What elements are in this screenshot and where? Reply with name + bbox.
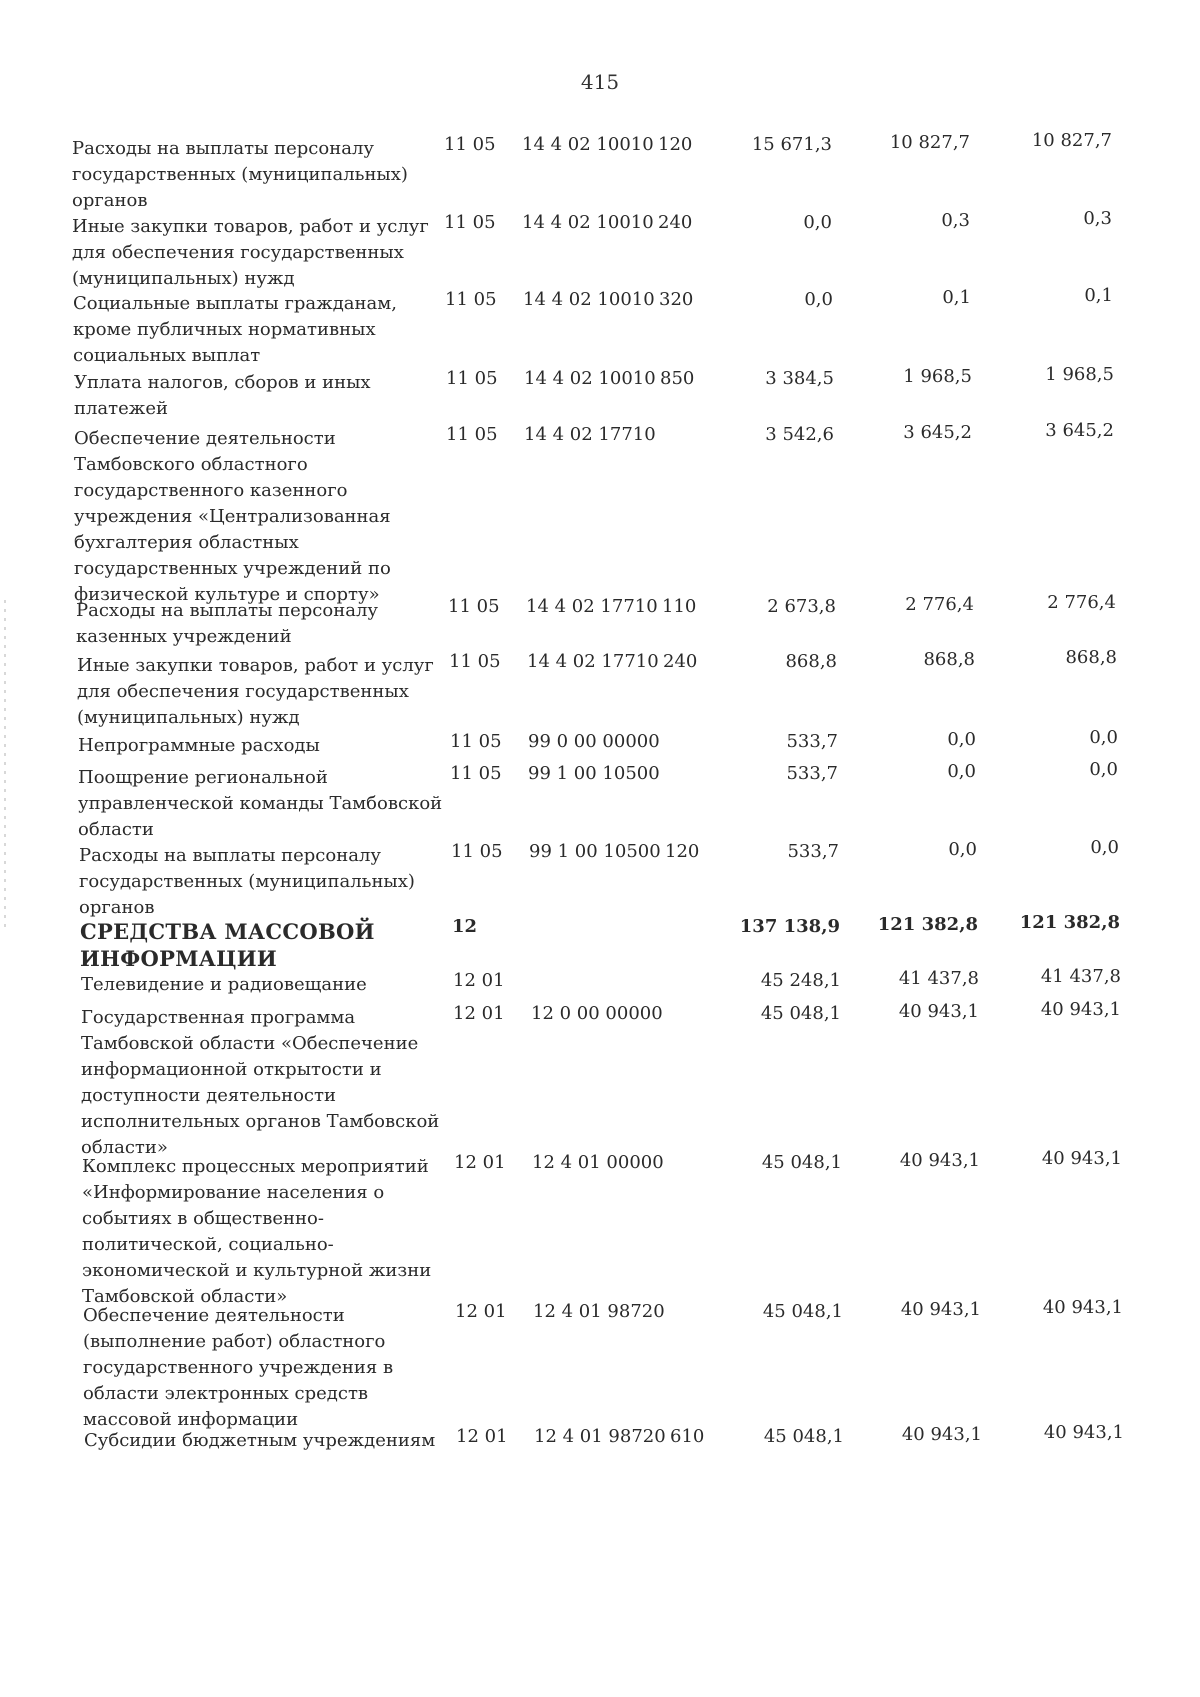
amount-year-2: 0,3 [941, 210, 970, 231]
target-article-code: 12 0 00 00000 [531, 1003, 663, 1024]
amount-year-1: 45 048,1 [762, 1301, 843, 1322]
row-name: Государственная программа Тамбовской области «Обеспечение информационной открытости и доступности деятельности исполнительных органов Тамбовской области» [81, 1007, 440, 1158]
section-code: 11 05 [444, 134, 496, 155]
amount-year-2: 40 943,1 [899, 1150, 980, 1171]
amount-year-3: 868,8 [1065, 647, 1117, 668]
section-code: 11 05 [446, 424, 498, 445]
amount-year-3: 10 827,7 [1031, 130, 1112, 151]
amount-year-3: 0,3 [1083, 208, 1112, 229]
section-code: 11 05 [446, 368, 498, 389]
amount-year-3: 40 943,1 [1041, 1148, 1122, 1169]
target-article-code: 12 4 01 00000 [532, 1152, 664, 1173]
amount-year-2: 0,1 [942, 287, 971, 308]
row-name: Обеспечение деятельности Тамбовского областного государственного казенного учреждения «Централизованная бухгалтерия областных государственных учреждений по физической культуре и спорту» [74, 428, 391, 605]
amount-year-2: 868,8 [923, 649, 975, 670]
target-article-code: 12 4 01 98720 [533, 1301, 665, 1322]
row-name: Поощрение региональной управленческой команды Тамбовской области [78, 767, 443, 840]
row-name: Расходы на выплаты персоналу казенных учреждений [76, 600, 378, 647]
amount-year-2: 2 776,4 [905, 594, 974, 615]
section-code: 11 05 [448, 596, 500, 617]
amount-year-2: 0,0 [947, 729, 976, 750]
amount-year-2: 40 943,1 [898, 1001, 979, 1022]
target-article-code: 14 4 02 10010 [522, 134, 654, 155]
amount-year-1: 533,7 [786, 763, 838, 784]
section-code: 11 05 [445, 289, 497, 310]
amount-year-1: 137 138,9 [739, 916, 840, 937]
expense-type-code: 240 [658, 212, 693, 233]
amount-year-2: 0,0 [947, 761, 976, 782]
amount-year-3: 0,0 [1089, 727, 1118, 748]
expense-type-code: 120 [665, 841, 700, 862]
row-name: Обеспечение деятельности (выполнение работ) областного государственного учреждения в области электронных средств массовой информации [83, 1305, 394, 1430]
amount-year-1: 45 248,1 [760, 970, 841, 991]
amount-year-1: 868,8 [785, 651, 837, 672]
target-article-code: 14 4 02 10010 [522, 212, 654, 233]
section-code: 12 [452, 916, 478, 937]
amount-year-2: 10 827,7 [889, 132, 970, 153]
row-name: Расходы на выплаты персоналу государственных (муниципальных) органов [72, 138, 408, 211]
amount-year-2: 41 437,8 [898, 968, 979, 989]
section-code: 12 01 [454, 1152, 506, 1173]
amount-year-3: 1 968,5 [1045, 364, 1114, 385]
amount-year-3: 0,1 [1084, 285, 1113, 306]
section-code: 11 05 [444, 212, 496, 233]
target-article-code: 14 4 02 10010 [523, 289, 655, 310]
amount-year-2: 40 943,1 [901, 1424, 982, 1445]
target-article-code: 99 1 00 10500 [528, 763, 660, 784]
amount-year-2: 1 968,5 [903, 366, 972, 387]
amount-year-1: 15 671,3 [751, 134, 832, 155]
amount-year-1: 533,7 [787, 841, 839, 862]
amount-year-3: 0,0 [1089, 759, 1118, 780]
section-code: 11 05 [450, 763, 502, 784]
target-article-code: 14 4 02 17710 [527, 651, 659, 672]
section-code: 12 01 [453, 970, 505, 991]
row-name: Непрограммные расходы [78, 735, 320, 756]
section-code: 11 05 [450, 731, 502, 752]
target-article-code: 14 4 02 10010 [524, 368, 656, 389]
row-name: Иные закупки товаров, работ и услуг для обеспечения государственных (муниципальных) нужд [72, 216, 429, 289]
page-number: 415 [580, 70, 620, 94]
section-code: 12 01 [456, 1426, 508, 1447]
row-name: Иные закупки товаров, работ и услуг для обеспечения государственных (муниципальных) нужд [77, 655, 434, 728]
expense-type-code: 240 [663, 651, 698, 672]
amount-year-1: 0,0 [803, 212, 832, 233]
row-name: Телевидение и радиовещание [81, 974, 367, 995]
row-name: Субсидии бюджетным учреждениям [84, 1430, 436, 1451]
amount-year-2: 40 943,1 [900, 1299, 981, 1320]
amount-year-3: 0,0 [1090, 837, 1119, 858]
section-code: 11 05 [451, 841, 503, 862]
target-article-code: 14 4 02 17710 [524, 424, 656, 445]
target-article-code: 12 4 01 98720 [534, 1426, 666, 1447]
target-article-code: 99 0 00 00000 [528, 731, 660, 752]
amount-year-1: 0,0 [804, 289, 833, 310]
row-name: Уплата налогов, сборов и иных платежей [74, 372, 371, 419]
amount-year-1: 3 384,5 [765, 368, 834, 389]
expense-type-code: 850 [660, 368, 695, 389]
amount-year-1: 3 542,6 [765, 424, 834, 445]
amount-year-1: 45 048,1 [761, 1152, 842, 1173]
amount-year-3: 121 382,8 [1019, 912, 1120, 933]
amount-year-1: 45 048,1 [760, 1003, 841, 1024]
amount-year-1: 2 673,8 [767, 596, 836, 617]
amount-year-1: 533,7 [786, 731, 838, 752]
row-name: СРЕДСТВА МАССОВОЙ ИНФОРМАЦИИ [80, 919, 375, 971]
expense-type-code: 610 [670, 1426, 705, 1447]
section-code: 12 01 [455, 1301, 507, 1322]
expense-type-code: 110 [662, 596, 697, 617]
amount-year-1: 45 048,1 [763, 1426, 844, 1447]
row-name: Комплекс процессных мероприятий «Информирование населения о событиях в общественно- политической, социально- экономической и культурной жизни Тамбовской области» [82, 1156, 432, 1307]
row-name: Расходы на выплаты персоналу государственных (муниципальных) органов [79, 845, 415, 918]
amount-year-3: 41 437,8 [1040, 966, 1121, 987]
target-article-code: 14 4 02 17710 [526, 596, 658, 617]
section-code: 12 01 [453, 1003, 505, 1024]
target-article-code: 99 1 00 10500 [529, 841, 661, 862]
amount-year-3: 3 645,2 [1045, 420, 1114, 441]
amount-year-3: 40 943,1 [1043, 1422, 1124, 1443]
section-code: 11 05 [449, 651, 501, 672]
amount-year-2: 0,0 [948, 839, 977, 860]
expense-type-code: 320 [659, 289, 694, 310]
amount-year-2: 3 645,2 [903, 422, 972, 443]
amount-year-3: 2 776,4 [1047, 592, 1116, 613]
row-name: Социальные выплаты гражданам, кроме публичных нормативных социальных выплат [73, 293, 397, 366]
amount-year-3: 40 943,1 [1042, 1297, 1123, 1318]
amount-year-2: 121 382,8 [877, 914, 978, 935]
amount-year-3: 40 943,1 [1040, 999, 1121, 1020]
expense-type-code: 120 [658, 134, 693, 155]
